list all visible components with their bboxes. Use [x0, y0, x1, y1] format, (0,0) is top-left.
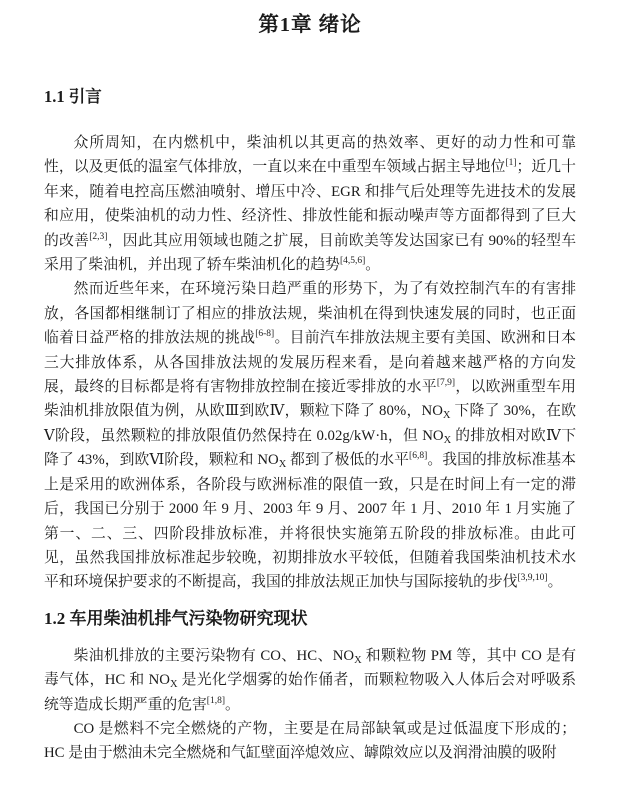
citation-reference: [2,3]: [89, 231, 108, 242]
citation-reference: [7,9]: [436, 378, 456, 389]
paragraph-intro-1: [44, 131, 576, 277]
paragraph-intro-2: [44, 277, 576, 594]
text-run: 柴油机排放的主要污染物有 CO、HC、NO: [73, 647, 355, 664]
text-run: ，因此其应用领域也随之扩展，目前欧美等发达国家已有 90%的轻型车采用了柴油机，并出现了轿车柴油机化的趋势: [44, 232, 576, 274]
citation-reference: [3,9,10]: [517, 573, 548, 584]
text-run: ；近几十年来，随着电控高压燃油喷射、增压中冷、EGR 和排气后处理等先进技术的发展和应用，使柴油机的动力性、经济性、排放性能和振动噪声等方面都得到了巨大的改善: [44, 159, 576, 249]
chemical-subscript: X: [442, 410, 451, 422]
citation-reference: [6-8]: [255, 329, 275, 340]
text-run: 都到了极低的水平: [286, 452, 410, 469]
text-run: 。: [547, 574, 563, 591]
text-run: 众所周知，在内燃机中，柴油机以其更高的热效率、更好的动力性和可靠性，以及更低的温室气体排放，一直以来在中重型车领域占据主导地位: [44, 135, 576, 176]
text-run: 。我国的排放标准基本上是采用的欧洲体系，各阶段与欧洲标准的限值一致，只是在时间上有一定的滞后，我国已分别于 2000 年 9 月、2003 年 9 月、2007 年 1 月、2010 年 1 月实施了第一、二、三、四阶段排放标准，并将很快实施第五阶段的排放标准。由此可见，虽然我国排放标准起步较晚，初期排放水平较低，但随着我国柴油机技术水平和环境保护要求的不断提高，我国的排放法规正加快与国际接轨的步伐: [44, 452, 576, 591]
citation-reference: [6,8]: [409, 451, 428, 462]
chemical-subscript: X: [354, 654, 362, 666]
paragraph-pollutants-2: [44, 717, 576, 766]
text-run: CO 是燃料不完全燃烧的产物，主要是在局部缺氧或是过低温度下形成的；HC 是由于燃油未完全燃烧和气缸壁面淬熄效应、罅隙效应以及润滑油膜的吸附: [44, 720, 576, 762]
chemical-subscript: X: [278, 459, 287, 471]
text-run: 是光化学烟雾的始作俑者，而颗粒物吸入人体后会对呼吸系统等造成长期严重的危害: [44, 672, 576, 713]
text-run: ，以欧洲重型车用柴油机排放限值为例，从欧Ⅲ到欧Ⅳ，颗粒下降了 80%，NO: [44, 379, 576, 420]
citation-reference: [1,8]: [206, 695, 225, 706]
text-run: 和颗粒物 PM 等，其中 CO 是有毒气体，HC 和 NO: [44, 647, 576, 689]
section-heading-1-2: 1.2 车用柴油机排气污染物研究现状: [44, 608, 308, 628]
text-run: 下降了 30%，在欧Ⅴ阶段，虽然颗粒的排放限值仍然保持在 0.02g/kW·h，但 NO: [44, 403, 576, 444]
text-run: 。: [224, 696, 240, 713]
citation-reference: [1]: [505, 158, 517, 169]
citation-reference: [4,5,6]: [339, 256, 366, 267]
paragraph-pollutants-1: [44, 644, 576, 717]
text-run: 然而近些年来，在环境污染日趋严重的形势下，为了有效控制汽车的有害排放，各国都相继制订了相应的排放法规，柴油机在得到快速发展的同时，也正面临着日益严格的排放法规的挑战: [44, 281, 576, 347]
section-heading-1-1: 1.1 引言: [44, 87, 102, 106]
chemical-subscript: X: [443, 434, 452, 446]
text-run: 。目前汽车排放法规主要有美国、欧洲和日本三大排放体系，从各国排放法规的发展历程来看，是向着越来越严格的方向发展，最终的目标都是将有害物排放控制在接近零排放的水平: [44, 330, 576, 396]
text-run: 的排放相对欧Ⅳ下降了 43%，到欧Ⅵ阶段，颗粒和 NO: [44, 427, 576, 469]
chemical-subscript: X: [170, 679, 178, 691]
chapter-title: 第1章 绪论: [258, 14, 362, 36]
text-run: 。: [365, 257, 381, 274]
